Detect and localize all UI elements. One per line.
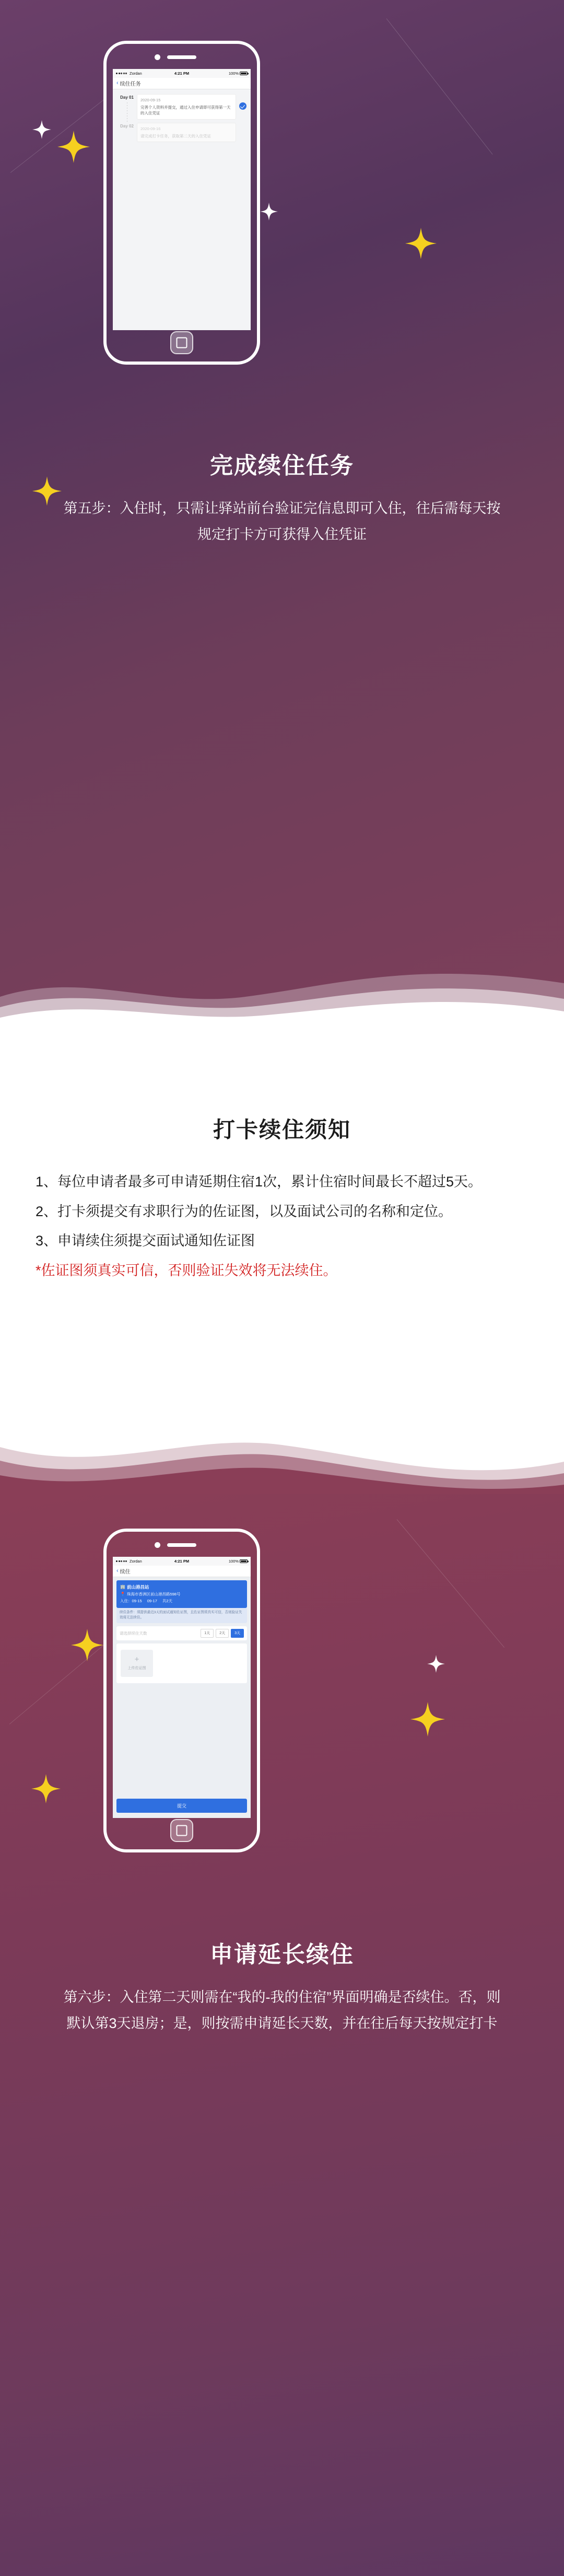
task-completed-check-icon xyxy=(239,102,246,110)
phone-mockup-top xyxy=(103,41,260,365)
task-row[interactable] xyxy=(117,94,246,120)
task-day-label: Day 01 xyxy=(120,95,134,100)
location-pin-icon: 📍 xyxy=(120,1592,125,1597)
task-day-col xyxy=(117,123,137,129)
sparkle-icon xyxy=(427,1655,445,1673)
task-card xyxy=(137,94,236,120)
stay-days-label: 请选择续住天数 xyxy=(120,1630,147,1636)
caption-top xyxy=(0,447,564,548)
caption-body: 第六步：入住第二天则需在“我的-我的住宿”界面明确是否续住。否，则默认第3天退房；是，则按需申请延长天数，并在往后每天按规定打卡 xyxy=(63,1989,501,2031)
battery-percent: 100% xyxy=(228,71,239,76)
notice-item: 3、申请续住须提交面试通知佐证图 xyxy=(36,1233,255,1249)
station-address: 珠海市香洲区前山港昌路598号 xyxy=(126,1591,181,1596)
submit-button[interactable]: 提交 xyxy=(116,1799,247,1813)
checkout-date: 09-17 xyxy=(147,1599,157,1604)
back-chevron-icon[interactable]: ‹ xyxy=(116,1568,119,1574)
sparkle-icon xyxy=(31,1774,61,1803)
station-card xyxy=(116,1580,247,1608)
task-text: 请完成打卡任务，获取第二天的入住凭证 xyxy=(140,133,211,138)
section-top xyxy=(0,0,564,1024)
booking-notice: 续住条件：须提供最近3天的面试通知佐证图，且佐证图须真实可信，否则验证失效将无法续住。 xyxy=(116,1608,247,1623)
decor-line xyxy=(9,1643,105,1724)
carrier-label: Zordan xyxy=(130,1559,142,1564)
notice-item: 2、打卡须提交有求职行为的佐证图，以及面试公司的名称和定位。 xyxy=(36,1203,453,1219)
nights-count: 共2天 xyxy=(162,1599,173,1604)
sparkle-icon xyxy=(405,228,437,259)
booking-form xyxy=(113,1577,251,1818)
status-time: 4:21 PM xyxy=(174,71,190,76)
upload-proof-button[interactable] xyxy=(121,1650,153,1677)
task-row[interactable] xyxy=(117,123,246,142)
decor-line xyxy=(10,99,105,173)
back-chevron-icon[interactable]: ‹ xyxy=(116,80,119,86)
notice-warning: *佐证图须真实可信，否则验证失效将无法续住。 xyxy=(36,1262,337,1278)
nav-bar xyxy=(113,78,251,89)
phone-screen-booking xyxy=(113,1557,251,1818)
sparkle-icon xyxy=(71,1629,103,1661)
phone-home-button[interactable] xyxy=(170,1819,193,1842)
wave-divider-top xyxy=(0,947,564,1024)
plus-icon: + xyxy=(134,1655,139,1664)
status-bar xyxy=(113,69,251,78)
task-day-col xyxy=(117,94,137,100)
day-option-1[interactable]: 1天 xyxy=(201,1629,214,1638)
sparkle-icon xyxy=(260,203,278,220)
day-option-2[interactable]: 2天 xyxy=(216,1629,229,1638)
building-icon: 🏢 xyxy=(120,1584,125,1590)
battery-icon xyxy=(240,1559,248,1563)
battery-percent: 100% xyxy=(228,1559,239,1564)
upload-label: 上传佐证图 xyxy=(127,1666,146,1671)
notice-list xyxy=(0,1168,564,1285)
checkin-date xyxy=(120,1598,142,1605)
notice-title: 打卡续住须知 xyxy=(213,1117,351,1142)
station-name: 前山港昌站 xyxy=(126,1584,149,1590)
task-card xyxy=(137,123,236,142)
phone-mockup-bottom xyxy=(103,1529,260,1852)
task-date: 2020-09-16 xyxy=(140,126,161,131)
checkin-value: 09-15 xyxy=(132,1599,142,1604)
decor-line xyxy=(386,18,493,155)
notice-block xyxy=(0,1113,564,1287)
wave-divider-middle xyxy=(0,1417,564,1494)
form-spacer xyxy=(116,1686,247,1799)
phone-home-button[interactable] xyxy=(170,331,193,354)
caption-title: 完成续住任务 xyxy=(210,453,354,479)
battery-icon xyxy=(240,72,248,75)
phone-speaker xyxy=(167,55,196,59)
notice-item: 1、每位申请者最多可申请延期住宿1次，累计住宿时间最长不超过5天。 xyxy=(36,1174,483,1190)
caption-title: 申请延长续住 xyxy=(210,1942,354,1967)
status-bar xyxy=(113,1557,251,1566)
stay-days-selector[interactable] xyxy=(116,1626,247,1640)
status-time: 4:21 PM xyxy=(174,1559,190,1564)
task-text: 完善个人资料并提交，通过入住申请即可获得第一天的入住凭证 xyxy=(140,104,231,116)
phone-screen-tasks xyxy=(113,69,251,330)
sparkle-icon xyxy=(57,131,90,163)
phone-camera xyxy=(155,1542,160,1548)
decor-line xyxy=(397,1519,504,1648)
sparkle-icon xyxy=(410,1702,445,1736)
page-title: 续住 xyxy=(120,1569,131,1575)
section-bottom xyxy=(0,1494,564,2576)
caption-bottom xyxy=(0,1936,564,2037)
upload-section xyxy=(116,1643,247,1683)
phone-camera xyxy=(155,54,160,60)
carrier-label: Zordan xyxy=(130,71,142,76)
caption-body: 第五步：入住时，只需让驿站前台验证完信息即可入住，往后需每天按规定打卡方可获得入住凭证 xyxy=(63,500,501,542)
task-date: 2020-09-15 xyxy=(140,98,161,102)
task-day-label: Day 02 xyxy=(120,123,134,129)
phone-speaker xyxy=(167,1543,196,1547)
checkin-label: 入住： xyxy=(120,1599,132,1604)
day-option-3[interactable]: 3天 xyxy=(231,1629,244,1638)
sparkle-icon xyxy=(32,120,51,139)
task-list xyxy=(113,89,251,330)
section-notice xyxy=(0,1024,564,1494)
page-title: 续住任务 xyxy=(120,81,141,87)
nav-bar xyxy=(113,1566,251,1577)
